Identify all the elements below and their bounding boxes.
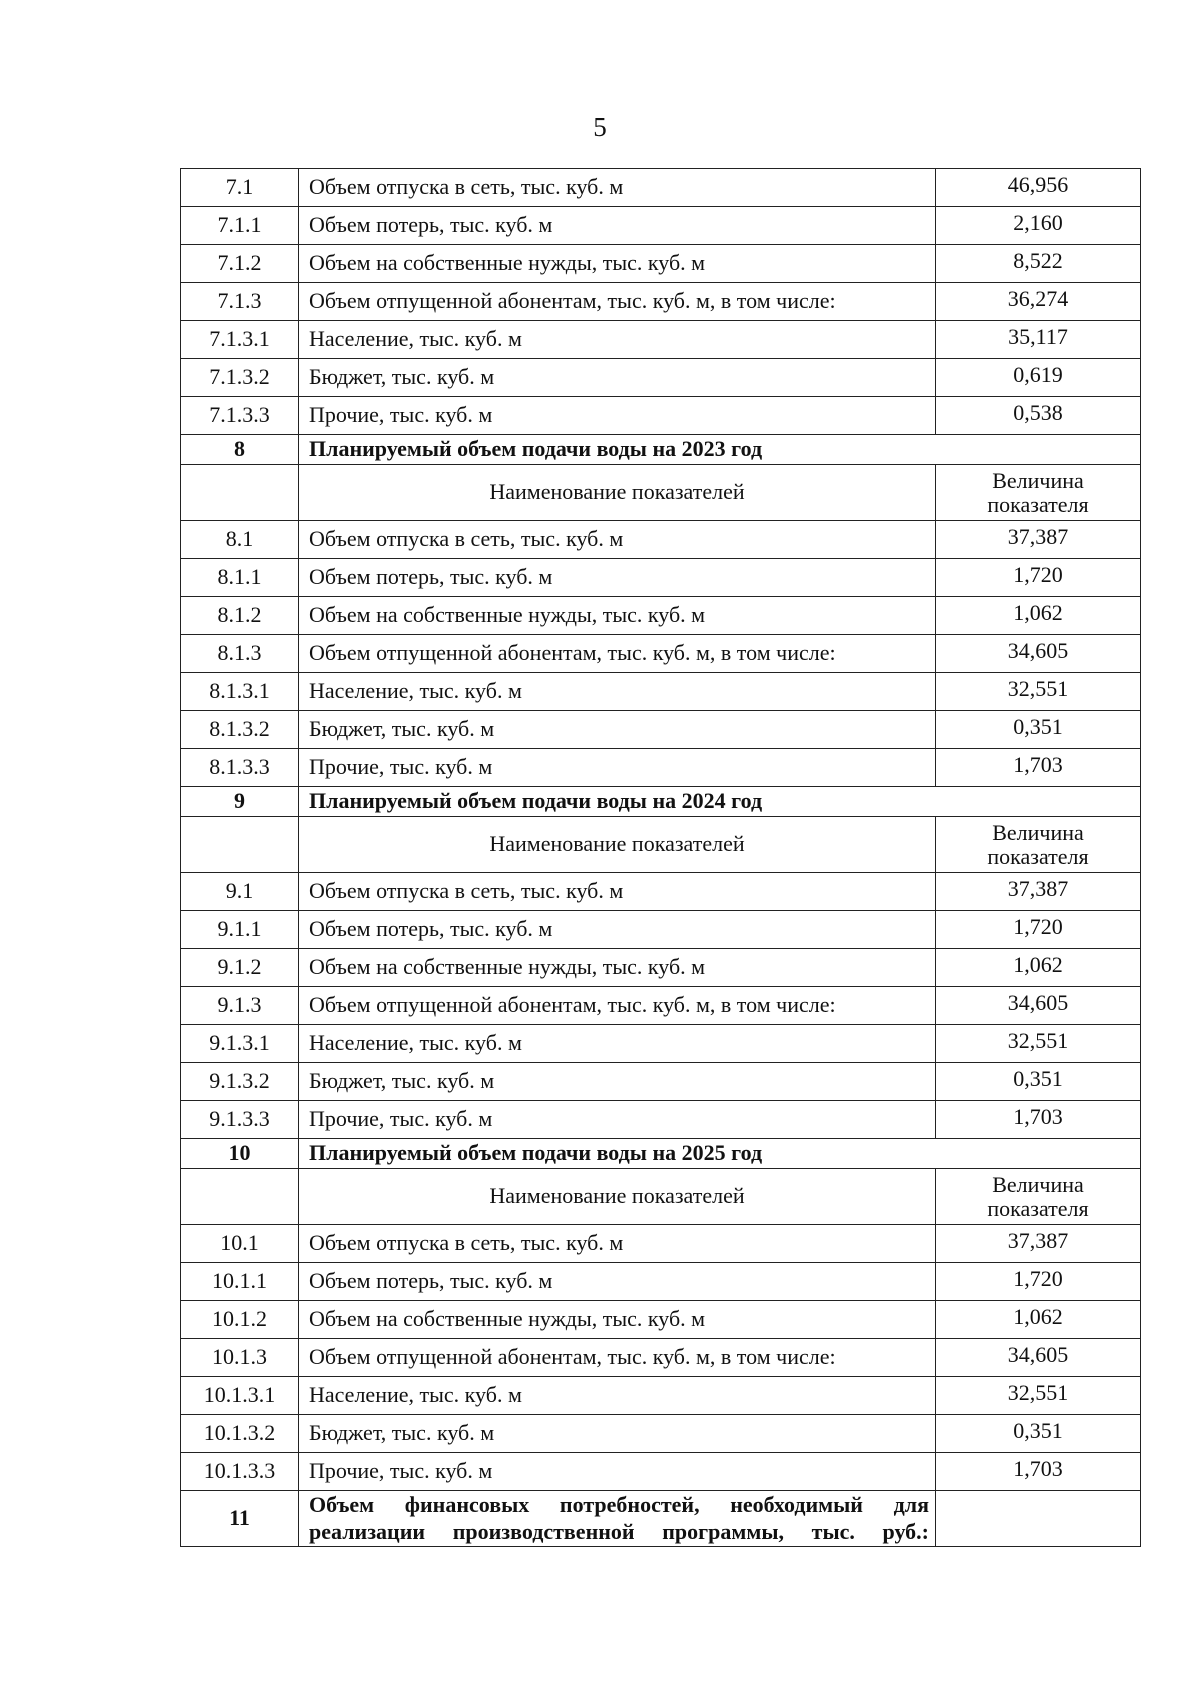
table-row <box>181 359 1141 397</box>
row-number: 8.1 <box>181 521 299 559</box>
table-row <box>181 245 1141 283</box>
table-row <box>181 597 1141 635</box>
indicator-value: 0,351 <box>936 711 1141 749</box>
indicator-name: Население, тыс. куб. м <box>299 1025 936 1063</box>
table-row <box>181 911 1141 949</box>
final-row <box>181 1491 1141 1547</box>
section-title: Планируемый объем подачи воды на 2023 год <box>299 435 1141 465</box>
indicator-value: 34,605 <box>936 1339 1141 1377</box>
indicator-name: Объем отпущенной абонентам, тыс. куб. м, в том числе: <box>299 987 936 1025</box>
indicator-name: Объем отпуска в сеть, тыс. куб. м <box>299 1225 936 1263</box>
table-row <box>181 521 1141 559</box>
table-row <box>181 283 1141 321</box>
row-number: 7.1.1 <box>181 207 299 245</box>
row-number: 10.1.3 <box>181 1339 299 1377</box>
indicator-name: Прочие, тыс. куб. м <box>299 397 936 435</box>
row-number: 9.1.3.2 <box>181 1063 299 1101</box>
table-row <box>181 749 1141 787</box>
row-number: 9.1.3 <box>181 987 299 1025</box>
table-row <box>181 873 1141 911</box>
indicator-value: 37,387 <box>936 873 1141 911</box>
indicator-value: 1,062 <box>936 949 1141 987</box>
row-number: 10.1 <box>181 1225 299 1263</box>
table-row <box>181 1225 1141 1263</box>
table-row <box>181 559 1141 597</box>
indicator-value: 37,387 <box>936 521 1141 559</box>
row-number: 8.1.3.3 <box>181 749 299 787</box>
page-number: 5 <box>593 112 607 142</box>
indicator-value: 1,703 <box>936 1453 1141 1491</box>
row-number: 10.1.3.1 <box>181 1377 299 1415</box>
indicator-value: 32,551 <box>936 673 1141 711</box>
indicator-value: 8,522 <box>936 245 1141 283</box>
indicator-name: Объем отпущенной абонентам, тыс. куб. м, в том числе: <box>299 283 936 321</box>
indicator-name: Бюджет, тыс. куб. м <box>299 1415 936 1453</box>
section-title: Объем финансовых потребностей, необходимый для реализации производственной программы, тыс. руб.: <box>299 1491 936 1547</box>
indicator-value: 36,274 <box>936 283 1141 321</box>
indicator-value: 34,605 <box>936 987 1141 1025</box>
indicator-value <box>936 1491 1141 1547</box>
indicator-value: 0,538 <box>936 397 1141 435</box>
indicator-name: Объем отпуска в сеть, тыс. куб. м <box>299 521 936 559</box>
table-row <box>181 1301 1141 1339</box>
row-number: 9.1.3.1 <box>181 1025 299 1063</box>
column-header-value: Величина показателя <box>936 1169 1141 1225</box>
table-row <box>181 673 1141 711</box>
indicator-value: 1,703 <box>936 749 1141 787</box>
indicator-name: Бюджет, тыс. куб. м <box>299 1063 936 1101</box>
table-row <box>181 1025 1141 1063</box>
row-number: 7.1.3 <box>181 283 299 321</box>
table-row <box>181 1453 1141 1491</box>
section-title: Планируемый объем подачи воды на 2024 год <box>299 787 1141 817</box>
indicator-name: Объем на собственные нужды, тыс. куб. м <box>299 949 936 987</box>
table-row <box>181 1101 1141 1139</box>
indicator-name: Объем отпуска в сеть, тыс. куб. м <box>299 873 936 911</box>
header-row <box>181 465 1141 521</box>
indicator-value: 1,703 <box>936 1101 1141 1139</box>
indicator-value: 0,351 <box>936 1063 1141 1101</box>
row-number: 10.1.3.2 <box>181 1415 299 1453</box>
indicator-name: Объем потерь, тыс. куб. м <box>299 911 936 949</box>
indicator-value: 34,605 <box>936 635 1141 673</box>
table-row <box>181 397 1141 435</box>
row-number: 10.1.2 <box>181 1301 299 1339</box>
indicator-name: Объем отпущенной абонентам, тыс. куб. м, в том числе: <box>299 635 936 673</box>
indicator-name: Бюджет, тыс. куб. м <box>299 711 936 749</box>
indicator-value: 46,956 <box>936 169 1141 207</box>
row-number: 9.1 <box>181 873 299 911</box>
indicator-value: 1,720 <box>936 911 1141 949</box>
table-row <box>181 987 1141 1025</box>
indicator-name: Прочие, тыс. куб. м <box>299 1101 936 1139</box>
section-row <box>181 787 1141 817</box>
table-row <box>181 711 1141 749</box>
row-number: 7.1 <box>181 169 299 207</box>
header-empty-cell <box>181 817 299 873</box>
indicator-value: 37,387 <box>936 1225 1141 1263</box>
indicator-name: Население, тыс. куб. м <box>299 321 936 359</box>
table-row <box>181 635 1141 673</box>
column-header-name: Наименование показателей <box>299 465 936 521</box>
row-number: 10.1.1 <box>181 1263 299 1301</box>
indicator-name: Объем на собственные нужды, тыс. куб. м <box>299 245 936 283</box>
row-number: 7.1.3.2 <box>181 359 299 397</box>
indicator-value: 1,720 <box>936 559 1141 597</box>
column-header-name: Наименование показателей <box>299 817 936 873</box>
column-header-value: Величина показателя <box>936 817 1141 873</box>
indicator-value: 32,551 <box>936 1025 1141 1063</box>
section-number: 11 <box>181 1491 299 1547</box>
table-row <box>181 1339 1141 1377</box>
table-row <box>181 169 1141 207</box>
table-row <box>181 1415 1141 1453</box>
indicator-name: Объем на собственные нужды, тыс. куб. м <box>299 597 936 635</box>
indicator-name: Объем отпущенной абонентам, тыс. куб. м, в том числе: <box>299 1339 936 1377</box>
indicator-value: 0,351 <box>936 1415 1141 1453</box>
header-empty-cell <box>181 465 299 521</box>
row-number: 8.1.2 <box>181 597 299 635</box>
indicator-value: 35,117 <box>936 321 1141 359</box>
section-title: Планируемый объем подачи воды на 2025 год <box>299 1139 1141 1169</box>
section-number: 10 <box>181 1139 299 1169</box>
row-number: 9.1.3.3 <box>181 1101 299 1139</box>
section-row <box>181 1139 1141 1169</box>
table-row <box>181 321 1141 359</box>
indicator-name: Объем на собственные нужды, тыс. куб. м <box>299 1301 936 1339</box>
table-row <box>181 1063 1141 1101</box>
table-row <box>181 207 1141 245</box>
table-row <box>181 1263 1141 1301</box>
row-number: 7.1.3.3 <box>181 397 299 435</box>
section-number: 8 <box>181 435 299 465</box>
indicator-name: Бюджет, тыс. куб. м <box>299 359 936 397</box>
column-header-value: Величина показателя <box>936 465 1141 521</box>
indicator-value: 1,062 <box>936 597 1141 635</box>
indicator-value: 1,062 <box>936 1301 1141 1339</box>
table-row <box>181 1377 1141 1415</box>
indicator-name: Объем потерь, тыс. куб. м <box>299 559 936 597</box>
indicator-name: Население, тыс. куб. м <box>299 673 936 711</box>
indicator-value: 0,619 <box>936 359 1141 397</box>
row-number: 8.1.3.1 <box>181 673 299 711</box>
table-row <box>181 949 1141 987</box>
indicator-name: Население, тыс. куб. м <box>299 1377 936 1415</box>
row-number: 7.1.2 <box>181 245 299 283</box>
indicator-value: 2,160 <box>936 207 1141 245</box>
indicator-value: 1,720 <box>936 1263 1141 1301</box>
row-number: 8.1.1 <box>181 559 299 597</box>
indicator-name: Объем потерь, тыс. куб. м <box>299 207 936 245</box>
indicator-name: Прочие, тыс. куб. м <box>299 749 936 787</box>
row-number: 7.1.3.1 <box>181 321 299 359</box>
indicators-table <box>180 168 1141 1547</box>
header-row <box>181 817 1141 873</box>
section-row <box>181 435 1141 465</box>
indicator-value: 32,551 <box>936 1377 1141 1415</box>
row-number: 8.1.3.2 <box>181 711 299 749</box>
section-number: 9 <box>181 787 299 817</box>
indicator-name: Объем отпуска в сеть, тыс. куб. м <box>299 169 936 207</box>
indicator-name: Прочие, тыс. куб. м <box>299 1453 936 1491</box>
header-row <box>181 1169 1141 1225</box>
header-empty-cell <box>181 1169 299 1225</box>
indicator-name: Объем потерь, тыс. куб. м <box>299 1263 936 1301</box>
row-number: 9.1.2 <box>181 949 299 987</box>
column-header-name: Наименование показателей <box>299 1169 936 1225</box>
row-number: 9.1.1 <box>181 911 299 949</box>
row-number: 8.1.3 <box>181 635 299 673</box>
row-number: 10.1.3.3 <box>181 1453 299 1491</box>
